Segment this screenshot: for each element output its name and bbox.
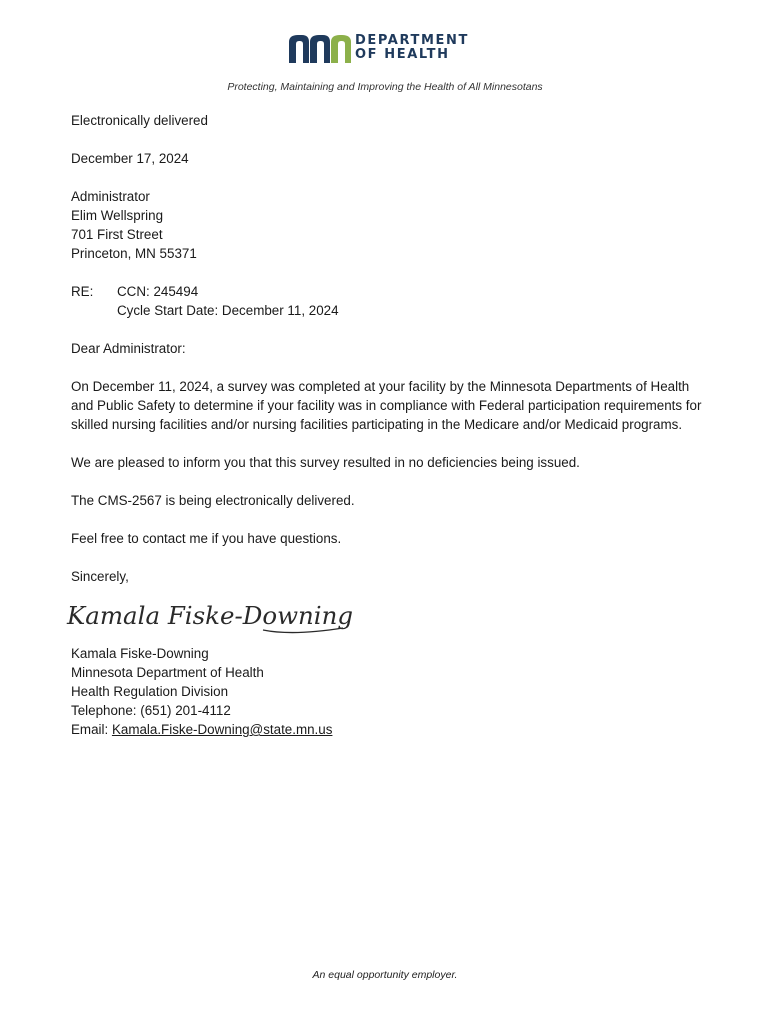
paragraph-survey: On December 11, 2024, a survey was completed at your facility by the Minnesota Departments of Health and Public Safety to determine if your facility was in compliance with Federal participation requirements for skilled nursing facilities and/or nursing facilities participating in the Medicare and/or Medicaid programs. bbox=[71, 379, 702, 432]
mdh-logo bbox=[289, 33, 489, 67]
signer-division: Health Regulation Division bbox=[71, 684, 229, 699]
mdh-m-logo-icon bbox=[289, 35, 351, 63]
signer-name: Kamala Fiske-Downing bbox=[71, 646, 209, 661]
letter-date: December 17, 2024 bbox=[71, 151, 189, 166]
logo-line-1: DEPARTMENT bbox=[355, 33, 469, 48]
email-label: Email: bbox=[71, 722, 112, 737]
recipient-city: Princeton, MN 55371 bbox=[71, 246, 197, 261]
signer-telephone: Telephone: (651) 201-4112 bbox=[71, 703, 231, 718]
recipient-title: Administrator bbox=[71, 189, 150, 204]
handwritten-signature bbox=[63, 586, 711, 644]
letter-body bbox=[65, 111, 711, 739]
footer-text: An equal opportunity employer. bbox=[312, 969, 458, 981]
reference-block bbox=[71, 282, 711, 320]
paragraph-result: We are pleased to inform you that this survey resulted in no deficiencies being issued. bbox=[71, 455, 580, 470]
signer-org: Minnesota Department of Health bbox=[71, 665, 264, 680]
re-ccn: CCN: 245494 bbox=[117, 284, 199, 299]
tagline: Protecting, Maintaining and Improving the Health of All Minnesotans bbox=[227, 81, 543, 93]
re-label: RE: bbox=[71, 284, 94, 299]
salutation: Dear Administrator: bbox=[71, 341, 186, 356]
recipient-street: 701 First Street bbox=[71, 227, 163, 242]
email-link[interactable]: Kamala.Fiske-Downing@state.mn.us bbox=[111, 722, 333, 737]
delivery-method: Electronically delivered bbox=[71, 113, 208, 128]
recipient-address bbox=[71, 187, 711, 263]
paragraph-contact: Feel free to contact me if you have questions. bbox=[71, 531, 342, 546]
re-cycle-date: Cycle Start Date: December 11, 2024 bbox=[117, 303, 339, 318]
closing: Sincerely, bbox=[71, 569, 129, 584]
logo-text bbox=[355, 34, 469, 62]
signer-block bbox=[71, 644, 711, 739]
signature-text: Kamala Fiske-Downing bbox=[65, 602, 354, 630]
signer-email-line bbox=[71, 720, 711, 739]
recipient-facility: Elim Wellspring bbox=[71, 208, 164, 223]
paragraph-delivery: The CMS-2567 is being electronically delivered. bbox=[71, 493, 355, 508]
logo-line-2: OF HEALTH bbox=[355, 47, 450, 62]
